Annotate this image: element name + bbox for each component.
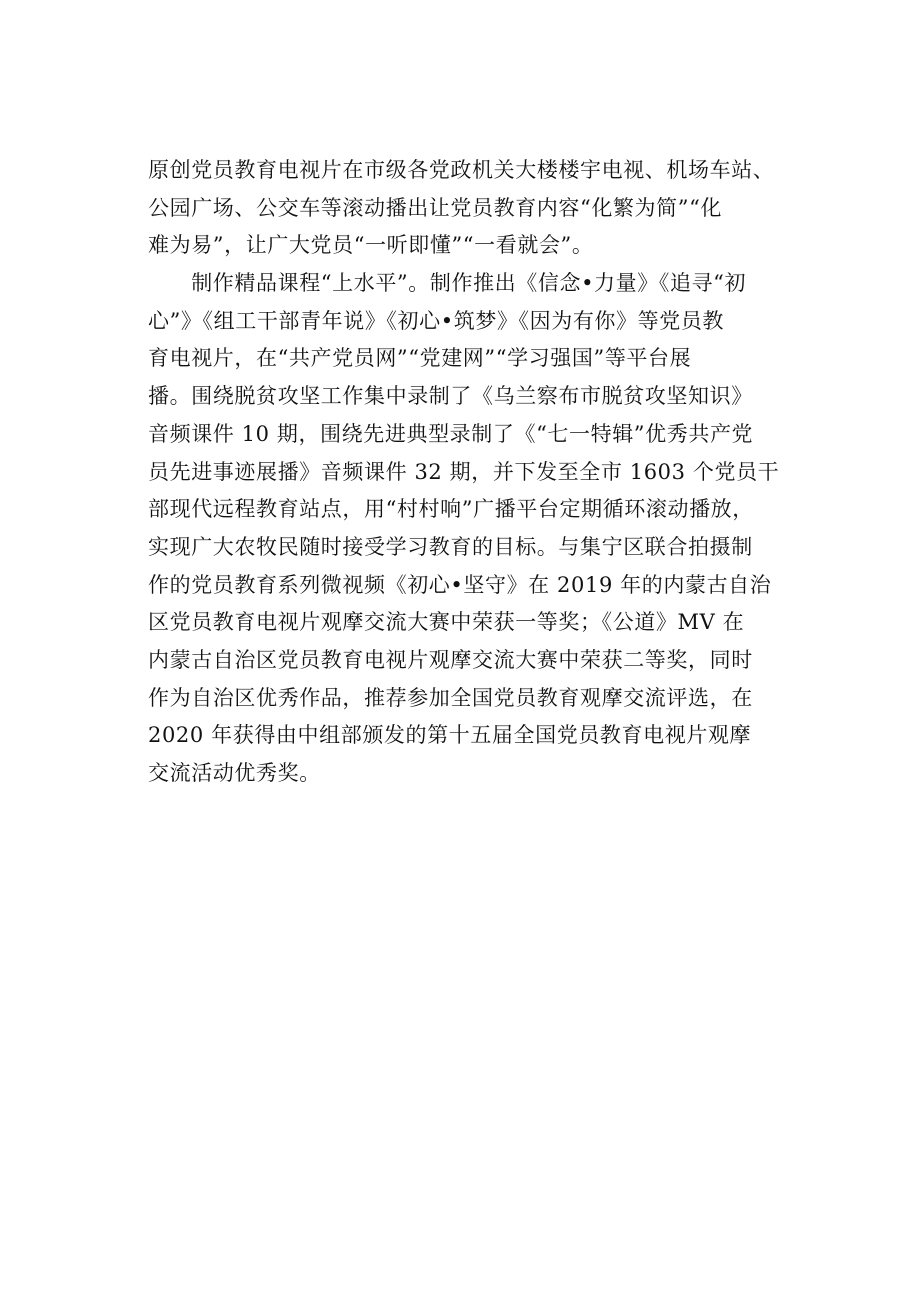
text-line: 区党员教育电视片观摩交流大赛中荣获一等奖；《公道》MV 在 <box>148 610 745 635</box>
text-line: 部现代远程教育站点，用“村村响”广播平台定期循环滚动播放， <box>148 497 754 522</box>
text-line: 心”》《组工干部青年说》《初心•筑梦》《因为有你》等党员教 <box>148 308 725 333</box>
text-line: 播。围绕脱贫攻坚工作集中录制了《乌兰察布市脱贫攻坚知识》 <box>148 384 753 409</box>
text-line: 内蒙古自治区党员教育电视片观摩交流大赛中荣获二等奖，同时 <box>148 647 753 672</box>
text-line: 公园广场、公交车等滚动播出让党员教育内容“化繁为简”“化 <box>148 195 723 220</box>
text-line: 难为易”，让广大党员“一听即懂”“一看就会”。 <box>148 233 594 258</box>
text-line: 交流活动优秀奖。 <box>148 761 321 785</box>
text-line: 制作精品课程“上水平”。制作推出《信念•力量》《追寻“初 <box>148 271 747 296</box>
text-line: 作的党员教育系列微视频《初心•坚守》在 2019 年的内蒙古自治 <box>148 572 772 597</box>
text-line: 音频课件 10 期，围绕先进典型录制了《“七一特辑”优秀共产党 <box>148 421 754 446</box>
text-line: 作为自治区优秀作品，推荐参加全国党员教育观摩交流评选，在 <box>148 685 753 710</box>
body-text <box>148 152 808 793</box>
text-line: 原创党员教育电视片在市级各党政机关大楼楼宇电视、机场车站、 <box>148 158 775 182</box>
text-line: 员先进事迹展播》音频课件 32 期，并下发至全市 1603 个党员干 <box>148 459 780 484</box>
text-line: 实现广大农牧民随时接受学习教育的目标。与集宁区联合拍摄制 <box>148 534 753 559</box>
text-line: 2020 年获得由中组部颁发的第十五届全国党员教育电视片观摩 <box>148 723 752 748</box>
text-line: 育电视片，在“共产党员网”“党建网”“学习强国”等平台展 <box>148 346 692 371</box>
